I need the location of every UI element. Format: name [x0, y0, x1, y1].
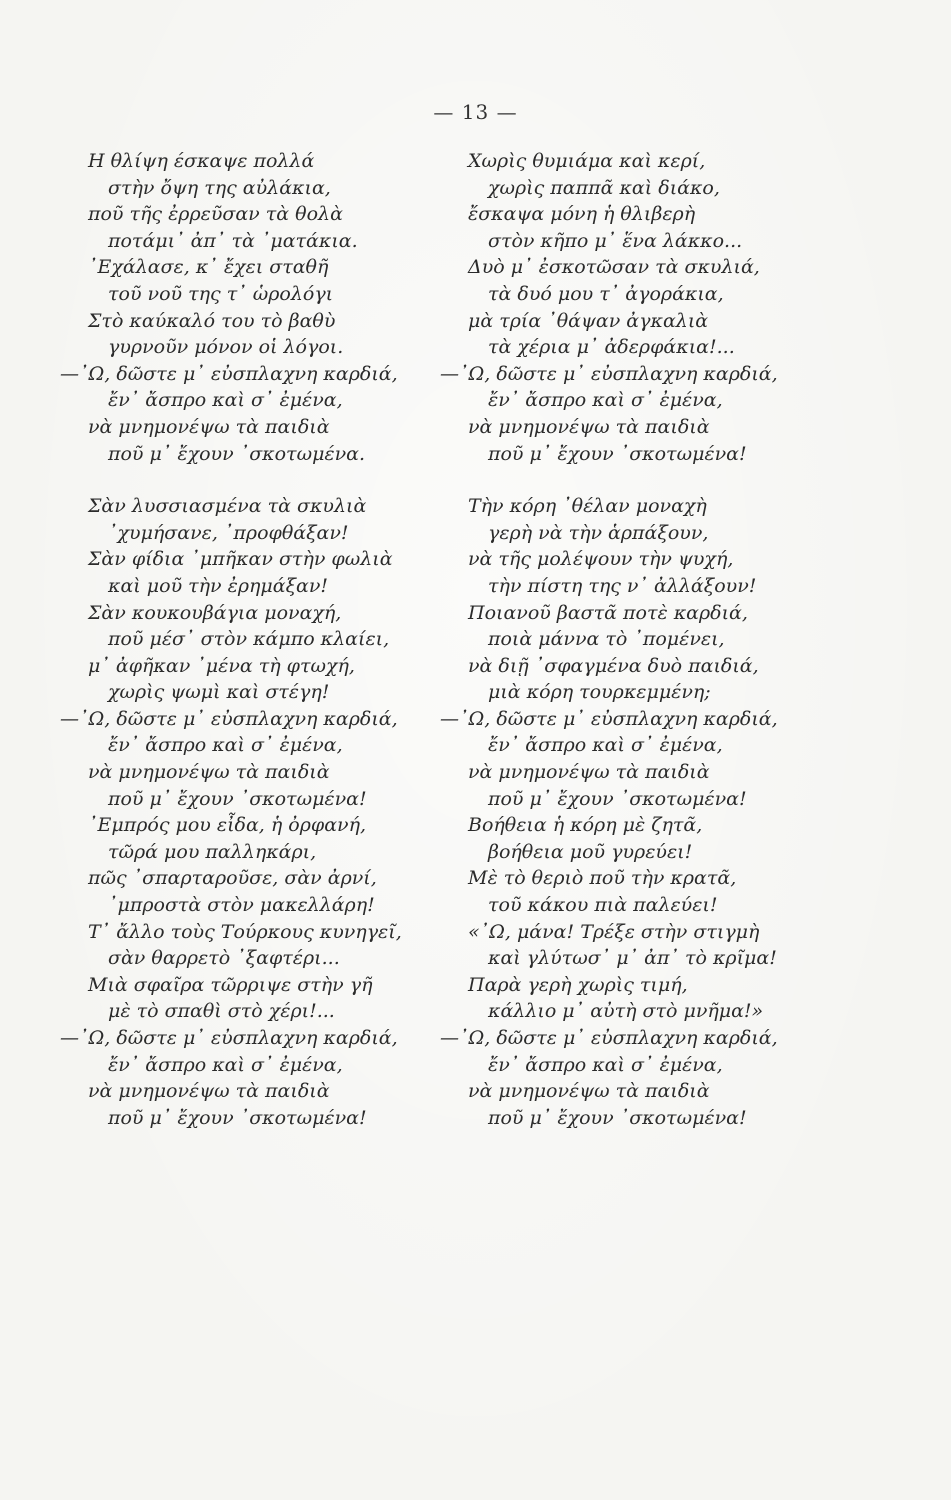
left-column	[60, 148, 460, 1157]
stanza	[440, 493, 840, 1131]
verse-line: Βοήθεια ἡ κόρη μὲ ζητᾶ,	[468, 814, 703, 837]
verse-line: τὰ χέρια μ᾽ ἀδερφάκια!...	[488, 336, 735, 359]
verse-line: Μιὰ σφαῖρα τῶρριψε στὴν γῆ	[88, 973, 373, 996]
page-number: — 13 —	[433, 100, 518, 124]
verse-line: ἔσκαψα μόνη ἡ θλιβερὴ	[468, 203, 696, 226]
verse-line: ποτάμι᾽ ἀπ᾽ τὰ ᾽ματάκια.	[108, 229, 358, 252]
stanza	[60, 148, 460, 467]
verse-line: καὶ μοῦ τὴν ἐρημάξαν!	[108, 574, 329, 597]
stanza	[60, 493, 460, 1131]
verse-line: ποῦ μ᾽ ἔχουν ᾽σκοτωμένα!	[108, 1106, 367, 1129]
verse-line: σὰν θαρρετὸ ᾽ξαφτέρι...	[108, 947, 340, 970]
verse-line: —᾽Ω, δῶστε μ᾽ εὐσπλαχνη καρδιά,	[440, 707, 778, 730]
verse-line: νὰ μνημονέψω τὰ παιδιὰ	[88, 761, 330, 784]
verse-line: νὰ διῇ ᾽σφαγμένα δυὸ παιδιά,	[468, 654, 759, 677]
verse-line: μ᾽ ἀφῆκαν ᾽μένα τὴ φτωχή,	[88, 654, 355, 677]
verse-line: Σὰν λυσσιασμένα τὰ σκυλιὰ	[88, 495, 367, 518]
verse-line: νὰ μνημονέψω τὰ παιδιὰ	[88, 415, 330, 438]
verse-line: τῶρά μου παλληκάρι,	[108, 840, 317, 863]
verse-line: ποῦ μ᾽ ἔχουν ᾽σκοτωμένα!	[488, 787, 747, 810]
verse-line: ἔν᾽ ἄσπρο καὶ σ᾽ ἐμένα,	[108, 734, 343, 757]
verse-line: ᾽Εμπρός μου εἶδα, ἡ ὀρφανή,	[88, 814, 367, 837]
stanza	[440, 148, 840, 467]
verse-line: Ποιανοῦ βαστᾶ ποτὲ καρδιά,	[468, 601, 748, 624]
verse-line: Δυὸ μ᾽ ἐσκοτῶσαν τὰ σκυλιά,	[468, 256, 760, 279]
verse-line: ἔν᾽ ἄσπρο καὶ σ᾽ ἐμένα,	[108, 1053, 343, 1076]
verse-line: Τ᾽ ἄλλο τοὺς Τούρκους κυνηγεῖ,	[88, 920, 402, 943]
verse-line: Παρὰ γερὴ χωρὶς τιμή,	[468, 973, 688, 996]
verse-line: Σὰν κουκουβάγια μοναχή,	[88, 601, 342, 624]
verse-line: ποῦ μ᾽ ἔχουν ᾽σκοτωμένα.	[108, 442, 366, 465]
verse-line: ποῦ μ᾽ ἔχουν ᾽σκοτωμένα!	[488, 442, 747, 465]
verse-line: τὴν πίστη της ν᾽ ἀλλάξουν!	[488, 574, 757, 597]
verse-line: ἔν᾽ ἄσπρο καὶ σ᾽ ἐμένα,	[108, 389, 343, 412]
verse-line: Η θλίψη έσκαψε πολλά	[88, 150, 315, 172]
verse-line: νὰ μνημονέψω τὰ παιδιὰ	[468, 1080, 710, 1103]
verse-line: ποῦ μ᾽ ἔχουν ᾽σκοτωμένα!	[488, 1106, 747, 1129]
verse-line: τοῦ νοῦ της τ᾽ ὡρολόγι	[108, 282, 334, 305]
verse-line: τὰ δυό μου τ᾽ ἀγοράκια,	[488, 282, 724, 305]
verse-line: γυρνοῦν μόνον οἱ λόγοι.	[108, 336, 344, 359]
verse-line: ποῦ τῆς ἐρρεῦσαν τὰ θολὰ	[88, 203, 343, 226]
verse-line: μὰ τρία ᾽θάψαν ἀγκαλιὰ	[468, 309, 709, 332]
verse-line: ποῦ μέσ᾽ στὸν κάμπο κλαίει,	[108, 628, 390, 651]
verse-line: νὰ τῆς μολέψουν τὴν ψυχή,	[468, 548, 734, 571]
verse-line: «᾽Ω, μάνα! Τρέξε στὴν στιγμὴ	[468, 920, 760, 943]
right-column	[440, 148, 840, 1157]
verse-line: ᾽Εχάλασε, κ᾽ ἔχει σταθῆ	[88, 256, 329, 279]
verse-line: Στὸ καύκαλό του τὸ βαθὺ	[88, 309, 336, 332]
verse-line: μιὰ κόρη τουρκεμμένη;	[488, 681, 711, 704]
verse-line: ἔν᾽ ἄσπρο καὶ σ᾽ ἐμένα,	[488, 734, 723, 757]
verse-line: —᾽Ω, δῶστε μ᾽ εὐσπλαχνη καρδιά,	[60, 1027, 398, 1049]
verse-line: ᾽χυμήσανε, ᾽προφθάξαν!	[108, 521, 349, 544]
verse-line: τοῦ κάκου πιὰ παλεύει!	[488, 894, 718, 917]
verse-line: χωρὶς παππᾶ καὶ διάκο,	[488, 176, 720, 199]
verse-line: ποιὰ μάννα τὸ ᾽πομένει,	[488, 628, 725, 651]
verse-line: Τὴν κόρη ᾽θέλαν μοναχὴ	[468, 495, 707, 518]
verse-line: —᾽Ω, δῶστε μ᾽ εὐσπλαχνη καρδιά,	[60, 362, 398, 385]
verse-line: νὰ μνημονέψω τὰ παιδιὰ	[468, 761, 710, 784]
verse-line: Μὲ τὸ θεριὸ ποῦ τὴν κρατᾶ,	[468, 867, 737, 890]
verse-line: κάλλιο μ᾽ αὐτὴ στὸ μνῆμα!»	[488, 1000, 764, 1023]
verse-line: ἔν᾽ ἄσπρο καὶ σ᾽ ἐμένα,	[488, 389, 723, 412]
verse-line: —᾽Ω, δῶστε μ᾽ εὐσπλαχνη καρδιά,	[60, 707, 398, 730]
verse-line: βοήθεια μοῦ γυρεύει!	[488, 840, 693, 863]
verse-line: ᾽μπροστὰ στὸν μακελλάρη!	[108, 894, 375, 917]
verse-line: πῶς ᾽σπαρταροῦσε, σὰν ἀρνί,	[88, 867, 377, 890]
verse-line: Χωρὶς θυμιάμα καὶ κερί,	[468, 150, 706, 172]
verse-line: νὰ μνημονέψω τὰ παιδιὰ	[88, 1080, 330, 1103]
verse-line: στὸν κῆπο μ᾽ ἕνα λάκκο...	[488, 229, 743, 252]
verse-line: νὰ μνημονέψω τὰ παιδιὰ	[468, 415, 710, 438]
verse-line: στὴν ὄψη της αὐλάκια,	[108, 176, 331, 199]
verse-line: Σὰν φίδια ᾽μπῆκαν στὴν φωλιὰ	[88, 548, 393, 571]
verse-line: μὲ τὸ σπαθὶ στὸ χέρι!...	[108, 1000, 335, 1023]
verse-line: χωρὶς ψωμὶ καὶ στέγη!	[108, 681, 330, 704]
verse-line: ποῦ μ᾽ ἔχουν ᾽σκοτωμένα!	[108, 787, 367, 810]
verse-line: γερὴ νὰ τὴν ἁρπάξουν,	[488, 521, 709, 544]
verse-line: —᾽Ω, δῶστε μ᾽ εὐσπλαχνη καρδιά,	[440, 362, 778, 385]
verse-line: ἔν᾽ ἄσπρο καὶ σ᾽ ἐμένα,	[488, 1053, 723, 1076]
verse-line: —᾽Ω, δῶστε μ᾽ εὐσπλαχνη καρδιά,	[440, 1027, 778, 1049]
verse-line: καὶ γλύτωσ᾽ μ᾽ ἀπ᾽ τὸ κρῖμα!	[488, 947, 777, 970]
